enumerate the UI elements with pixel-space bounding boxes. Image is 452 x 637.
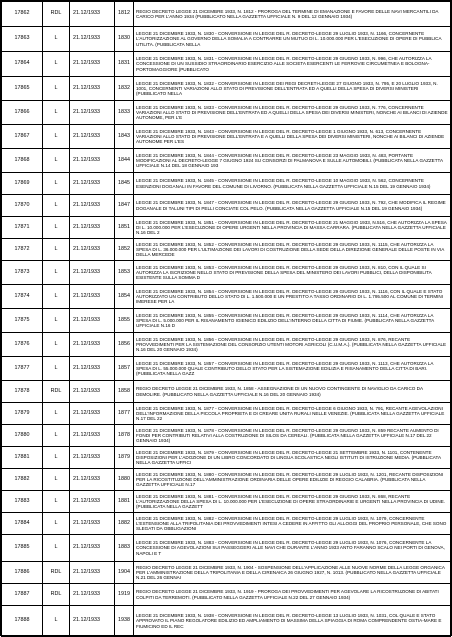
act-type: L bbox=[43, 513, 70, 535]
record-number: 17888 bbox=[2, 606, 43, 637]
act-description: LEGGE 21 DICEMBRE 1933, N. 1880 - CONVERSIONE IN LEGGE DEL R. DECRETO-LEGGE 29 LUGLIO 1933, N. 1201, RECANTE DISPOSIZIONI PER LA RICOSTITUZIONE DELL'AMMINISTRAZIONE ORDINARIA DELLE OPERE EDILIZIE DI REGGIO CALABRIA. (PUBBLICATA NELLA GAZZETTA UFFICIALE N.17 bbox=[134, 469, 451, 491]
act-date: 21.12/1933 bbox=[70, 584, 115, 606]
act-type: L bbox=[43, 535, 70, 562]
act-type: L bbox=[43, 606, 70, 637]
record-number: 17879 bbox=[2, 403, 43, 425]
act-number: 1845 bbox=[115, 173, 134, 195]
act-description: LEGGE 21 DICEMBRE 1933, N. 1878 - CONVERSIONE IN LEGGE DEL R. DECRETO-LEGGE 29 GIUGNO 1933, N. 859 RECANTE AUMENTO DI FONDI PER CONTRIBUTI RELATIVI ALLA COSTRUZIONE DI SILOS DA CEREALI. (PUBBLICATA NELLA GAZZETTA UFFICIALE N.17 DEL 22 GENNAIO 1934) bbox=[134, 425, 451, 447]
record-number: 17870 bbox=[2, 195, 43, 217]
act-type: L bbox=[43, 447, 70, 469]
table-row bbox=[2, 101, 451, 125]
act-description: REGIO DECRETO LEGGE 21 DICEMBRE 1933, N. 1919 - PROROGA DEI PROVVEDIMENTI PER AGEVOLARE LA RICOSTRUZIONE DI ABITATI COLPITI DA TERREMOTI. (PUBBLICATO NELLA GAZZETTA UFFICIALE N.22 DEL 27 GENNAIO 1934) bbox=[134, 584, 451, 606]
act-description: LEGGE 21 DICEMBRE 1933, N. 1854 - CONVERSIONE IN LEGGE DEL R. DECRETO-LEGGE 29 GIUGNO 1933, N. 1116, CON IL QUALE E STATO AUTORIZZATO UN CONTRIBUTO DELLO STATO DI L. 1.500.000 E UN PRESTITO A TASSO ORDINARIO DI L. 1.795.500 AL COMUNE DI TERMINI IMERESE PER LA bbox=[134, 285, 451, 309]
act-description: REGIO DECRETO LEGGE 21 DICEMBRE 1933, N. 1812 - PROROGA DEL TERMINE DI EMANAZIONE E FAVORE DELLE NAVI MERCANTILI DA CARICO PER L'ANNO 1934 (PUBBLICATO NELLA GAZZETTA UFFICIALE N. 9 DEL 12 GENNAIO 1934) bbox=[134, 2, 451, 27]
act-type: L bbox=[43, 52, 70, 77]
act-type: L bbox=[43, 285, 70, 309]
record-number: 17862 bbox=[2, 2, 43, 27]
act-type: L bbox=[43, 261, 70, 285]
record-number: 17865 bbox=[2, 77, 43, 101]
record-number: 17869 bbox=[2, 173, 43, 195]
act-type: L bbox=[43, 101, 70, 125]
act-type: L bbox=[43, 309, 70, 333]
act-date: 21.12/1933 bbox=[70, 491, 115, 513]
act-description: LEGGE 21 DICEMBRE 1933, N. 1832 - CONVERSIONE IN LEGGE DEI REGI DECRETI-LEGGE 27 GIUGNO 1933, N. 795, E 20 LUGLIO 1933, N. 1001, CONCERNENTI VARIAZIONI ALLO STATO DI PREVISIONE DELL'ENTRATA ED A QUELLI DELLA SPESA DI DIVERSI MINISTERI (PUBBLICATO NELLA bbox=[134, 77, 451, 101]
act-date: 21.12/1933 bbox=[70, 101, 115, 125]
register-table-body bbox=[2, 2, 451, 637]
act-number: 1919 bbox=[115, 584, 134, 606]
act-type: L bbox=[43, 333, 70, 357]
act-number: 1881 bbox=[115, 491, 134, 513]
record-number: 17883 bbox=[2, 491, 43, 513]
record-number: 17868 bbox=[2, 149, 43, 173]
record-number: 17886 bbox=[2, 562, 43, 584]
table-row bbox=[2, 425, 451, 447]
act-description: LEGGE 21 DICEMBRE 1933, N. 1831 - CONVERSIONE IN LEGGE DEL R. DECRETO-LEGGE 29 GIUGNO 1933, N. 996, CHE AUTORIZZA LA CONCESSIONE DI UN SUSSIDIO STRAORDINARIO ESERCIZIO ALLE SOCIETA ESERCENTI LE FERROVIE CIRCUMETNEA E BOLOGNA-PORTOMAGGIORE (PUBBLICATO bbox=[134, 52, 451, 77]
act-type: RDL bbox=[43, 584, 70, 606]
table-row bbox=[2, 491, 451, 513]
record-number: 17873 bbox=[2, 261, 43, 285]
act-date: 21.12/1933 bbox=[70, 403, 115, 425]
act-date: 21.12/1933 bbox=[70, 261, 115, 285]
act-description: LEGGE 21 DICEMBRE 1933, N. 1830 - CONVERSIONE IN LEGGE DEL R. DECRETO-LEGGE 29 LUGLIO 1933, N. 1166, CONCERNENTE L'AUTORIZZAZIONE AL GOVERNO DELLA SOMALIA A CONTRARRE UN MUTUO DI L. 10.000.000 PER L'ESECUZIONE DI OPERE DI PUBBLICA UTILITA. (PUBBLICATA NELLA bbox=[134, 27, 451, 52]
act-type: RDL bbox=[43, 2, 70, 27]
table-row bbox=[2, 149, 451, 173]
act-number: 1851 bbox=[115, 217, 134, 239]
act-description: LEGGE 21 DICEMBRE 1933, N. 1882 - CONVERSIONE IN LEGGE DEL R. DECRETO-LEGGE 29 LUGLIO 1933, N. 1079, CONCERNENTE L'ESTENSIONE ALLA TRIPOLITANIA DEI PROVVEDIMENTI INTESI A CEDERE IN AFFITTO GLI ALLOGGI DEL PROPRIO PERSONALE, CHE SONO SLEGATI DA OBBLIGAZIONI bbox=[134, 513, 451, 535]
record-number: 17878 bbox=[2, 381, 43, 403]
act-description: LEGGE 21 DICEMBRE 1933, N. 1844 - CONVERSIONE IN LEGGE DEL R. DECRETO-LEGGE 23 MAGGIO 1933, N. 483, PORTANTE MODIFICAZIONI AL DECRETO-LEGGE 7 GIUGNO 1924 SU CONSORZI DI PALMANOVA E SULLE AUTOMOBILI. (PUBBLICATA NELLA GAZZETTA UFFICIALE N.14 DEL 18 GENNAIO 193 bbox=[134, 149, 451, 173]
act-description: LEGGE 21 DICEMBRE 1933, N. 1847 - CONVERSIONE IN LEGGE DEL R. DECRETO-LEGGE 29 GIUGNO 1933, N. 792, CHE MODIFICA IL REGIME DOGANALE DI TALUNI TIPI DI PELLI CONCIATE COL PELO. (PUBBLICATA NELLA GAZZETTA UFFICIALE N.15 DEL 19 GENNAIO 1934) bbox=[134, 195, 451, 217]
act-type: L bbox=[43, 403, 70, 425]
act-type: L bbox=[43, 77, 70, 101]
act-type: RDL bbox=[43, 381, 70, 403]
act-type: L bbox=[43, 125, 70, 149]
act-description: LEGGE 21 DICEMBRE 1933, N. 1881 - CONVERSIONE IN LEGGE DEL R. DECRETO-LEGGE 29 GIUGNO 1933, N. 868, RECANTE L'AUTORIZZAZIONE DELLA SPESA DI L. 10.000.000 PER L'ESECUZIONE DI OPERE STRAORDINARIE E URGENTI NELLA PROVINCIA DI UDINE. (PUBBLICATA NELLA GAZZETT bbox=[134, 491, 451, 513]
act-date: 21.12/1933 bbox=[70, 195, 115, 217]
act-number: 1879 bbox=[115, 447, 134, 469]
act-date: 21.12/1933 bbox=[70, 381, 115, 403]
act-description: REGIO DECRETO LEGGE 21 DICEMBRE 1933, N. 1858 - ASSEGNAZIONE DI UN NUOVO CONTINGENTE DI NAVIGLIO DA CARICO DA DEMOLIRE. (PUBBLICATO NELLA GAZZETTA UFFICIALE N.16 DEL 20 GENNAIO 1934) bbox=[134, 381, 451, 403]
table-row bbox=[2, 562, 451, 584]
act-date: 21.12/1933 bbox=[70, 2, 115, 27]
act-number: 1877 bbox=[115, 403, 134, 425]
act-type: RDL bbox=[43, 562, 70, 584]
act-number: 1882 bbox=[115, 513, 134, 535]
table-row bbox=[2, 261, 451, 285]
record-number: 17877 bbox=[2, 357, 43, 381]
record-number: 17885 bbox=[2, 535, 43, 562]
table-row bbox=[2, 381, 451, 403]
act-type: L bbox=[43, 173, 70, 195]
record-number: 17875 bbox=[2, 309, 43, 333]
table-row bbox=[2, 469, 451, 491]
act-number: 1883 bbox=[115, 535, 134, 562]
table-row bbox=[2, 513, 451, 535]
act-number: 1854 bbox=[115, 285, 134, 309]
act-type: L bbox=[43, 469, 70, 491]
table-row bbox=[2, 447, 451, 469]
act-date: 21.12/1933 bbox=[70, 27, 115, 52]
act-date: 21.12/1933 bbox=[70, 52, 115, 77]
act-date: 21.12/1933 bbox=[70, 125, 115, 149]
table-row bbox=[2, 173, 451, 195]
table-row bbox=[2, 333, 451, 357]
table-row bbox=[2, 77, 451, 101]
table-row bbox=[2, 52, 451, 77]
record-number: 17874 bbox=[2, 285, 43, 309]
act-date: 21.12/1933 bbox=[70, 77, 115, 101]
act-number: 1832 bbox=[115, 77, 134, 101]
record-number: 17876 bbox=[2, 333, 43, 357]
act-date: 21.12/1933 bbox=[70, 173, 115, 195]
act-date: 21.12/1933 bbox=[70, 447, 115, 469]
table-row bbox=[2, 217, 451, 239]
record-number: 17887 bbox=[2, 584, 43, 606]
record-number: 17872 bbox=[2, 239, 43, 261]
act-type: L bbox=[43, 195, 70, 217]
act-description: LEGGE 21 DICEMBRE 1933, N. 1851 - CONVERSIONE IN LEGGE DEL R. DECRETO-LEGGE 21 MAGGIO 1933, N.516, CHE AUTORIZZA LA SPESA DI L. 10.000.000 PER L'ESECUZIONE DI OPERE URGENTI NELLA PROVINCIA DI MASSA CARRARA. (PUBBLICATA NELLA GAZZETTA UFFICIALE N.16 DEL 2 bbox=[134, 217, 451, 239]
act-number: 1830 bbox=[115, 27, 134, 52]
act-number: 1938 bbox=[115, 606, 134, 637]
act-type: L bbox=[43, 239, 70, 261]
act-number: 1880 bbox=[115, 469, 134, 491]
act-description: LEGGE 21 DICEMBRE 1933, N. 1843 - CONVERSIONE IN LEGGE DEL R. DECRETO-LEGGE 1 GIUGNO 1933, N. 613, CONCERNENTE VARIAZIONI ALLO STATO DI PREVISIONE DELL'ENTRATA E A QUELLI DELLA SPESA DEI DIVERSI MINISTERI, NONCHE AI BILANCI DI AZIENDE AUTONOME PER L'ES bbox=[134, 125, 451, 149]
table-row bbox=[2, 403, 451, 425]
act-number: 1844 bbox=[115, 149, 134, 173]
record-number: 17871 bbox=[2, 217, 43, 239]
act-date: 21.12/1933 bbox=[70, 285, 115, 309]
act-date: 21.12/1933 bbox=[70, 606, 115, 637]
table-row bbox=[2, 2, 451, 27]
table-row bbox=[2, 535, 451, 562]
act-date: 21.12/1933 bbox=[70, 535, 115, 562]
record-number: 17867 bbox=[2, 125, 43, 149]
act-description: LEGGE 21 DICEMBRE 1933, N. 1856 - CONVERSIONE IN LEGGE DEL R. DECRETO-LEGGE 29 GIUGNO 1933, N. 876, RECANTE PROVVEDIMENTI PER LA SISTEMAZIONE DEL CONSORZIO UTENTI MOTORI AGRICOLI (C.U.M.A.). (PUBBLICATA NELLA GAZZETTA UFFICIALE N.16 DEL 20 GENNAIO 1934) bbox=[134, 333, 451, 357]
act-type: L bbox=[43, 27, 70, 52]
record-number: 17882 bbox=[2, 469, 43, 491]
act-description: LEGGE 21 DICEMBRE 1933, N. 1853 - CONVERSIONE IN LEGGE DEL R. DECRETO-LEGGE 29 GIUGNO 1933, N. 810, CON IL QUALE SI AUTORIZZA LA ISCRIZIONE NELLO STATO DI PREVISIONE DELLA SPESA DEL MINISTERO DEI LAVORI PUBBLICI, DELLA DISPONIBILITA ESISTENTE SULLA SOMMA D bbox=[134, 261, 451, 285]
act-description: LEGGE 21 DICEMBRE 1933, N. 1833 - CONVERSIONE IN LEGGE DEL R. DECRETO-LEGGE 29 GIUGNO 1933, N. 776, CONCERNENTE VARIAZIONI ALLO STATO DI PREVISIONE DELL'ENTRATA ED A QUELLI DELLA SPESA DEI DIVERSI MINISTERI, NONCHE AI BILANCI DI AZIENDE AUTONOME, PER L'E bbox=[134, 101, 451, 125]
act-description: REGIO DECRETO LEGGE 21 DICEMBRE 1933, N. 1904 - SOSPENSIONE DELL'APPLICAZIONE ALLE NUOVE NORME DELLA LEGGE ORGANICA PER L'AMMINISTRAZIONE DELLA TRIPOLITANIA E DELLA CIRENAICA 26 GIUGNO 1927, N. 1013. (PUBBLICATO NELLA GAZZETTA UFFICIALE N.21 DEL 26 GENNAI bbox=[134, 562, 451, 584]
act-type: L bbox=[43, 491, 70, 513]
record-number: 17864 bbox=[2, 52, 43, 77]
act-number: 1856 bbox=[115, 333, 134, 357]
act-number: 1852 bbox=[115, 239, 134, 261]
table-row bbox=[2, 239, 451, 261]
act-number: 1878 bbox=[115, 425, 134, 447]
act-date: 21.12/1933 bbox=[70, 562, 115, 584]
act-date: 21.12/1933 bbox=[70, 513, 115, 535]
act-type: L bbox=[43, 217, 70, 239]
act-description: LEGGE 21 DICEMBRE 1933, N. 1855 - CONVERSIONE IN LEGGE DEL R. DECRETO-LEGGE 29 GIUGNO 1933, N. 1114, CHE AUTORIZZA LA SPESA DI L. 5.000.000 PER IL RISANAMENTO IGIENICO EDILIZIO DELL'INTERNO DELLA CITTA DI FIUME. (PUBBLICATA NELLA GAZZETTA UFFICIALE N.16 D bbox=[134, 309, 451, 333]
table-row bbox=[2, 195, 451, 217]
record-number: 17866 bbox=[2, 101, 43, 125]
act-date: 21.12/1933 bbox=[70, 239, 115, 261]
act-number: 1855 bbox=[115, 309, 134, 333]
act-description: LEGGE 21 DICEMBRE 1933, N. 1879 - CONVERSIONE IN LEGGE DEL R. DECRETO-LEGGE 21 SETTEMBRE 1933, N. 1101, CONTENENTE DISPOSIZIONI PER L'ADOZIONE DI UN LIBRO CONCORDATO DI LINGUA SCOLASTICA NEGLI ISTITUTI DI ISTRUZIONE MEDIA. (PUBBLICATA NELLA GAZZETTA UFFICI bbox=[134, 447, 451, 469]
record-number: 17881 bbox=[2, 447, 43, 469]
act-date: 21.12/1933 bbox=[70, 309, 115, 333]
table-row bbox=[2, 606, 451, 637]
act-number: 1831 bbox=[115, 52, 134, 77]
act-number: 1843 bbox=[115, 125, 134, 149]
act-number: 1858 bbox=[115, 381, 134, 403]
act-date: 21.12/1933 bbox=[70, 217, 115, 239]
act-number: 1853 bbox=[115, 261, 134, 285]
act-number: 1833 bbox=[115, 101, 134, 125]
act-date: 21.12/1933 bbox=[70, 149, 115, 173]
act-description: LEGGE 21 DICEMBRE 1933, N. 1845 - CONVERSIONE IN LEGGE DEL R. DECRETO-LEGGE 10 MAGGIO 1933, N. 562, CONCERNENTE ESENZIONI DOGANALI IN FAVORE DEL COMUNE DI LIVORNO. (PUBBLICATA NELLA GAZZETTA UFFICIALE N.15 DEL 19 GENNAIO 1934) bbox=[134, 173, 451, 195]
table-row bbox=[2, 285, 451, 309]
table-row bbox=[2, 27, 451, 52]
act-date: 21.12/1933 bbox=[70, 357, 115, 381]
act-number: 1904 bbox=[115, 562, 134, 584]
act-description: LEGGE 21 DICEMBRE 1933, N. 1877 - CONVERSIONE IN LEGGE DEL R. DECRETO-LEGGE 6 GIUGNO 1933, N. 791, RECANTE AGEVOLAZIONI DELL'INFORMAZIONE DELLA PICCOLA PROPRIETA E DI CREARE UNITA RURALI NELLE VENEZIE. (PUBBLICATA NELLA GAZZETTA UFFICIALE N.17 DEL 22 bbox=[134, 403, 451, 425]
legislation-register-table bbox=[1, 1, 451, 637]
act-date: 21.12/1933 bbox=[70, 425, 115, 447]
act-description: LEGGE 21 DICEMBRE 1933, N. 1857 - CONVERSIONE IN LEGGE DEL R. DECRETO-LEGGE 29 GIUGNO 1933, N. 1113, CHE AUTORIZZA LA SPESA DI L. 55.000.000 QUALE CONTRIBUTO DELLO STATO PER LA SISTEMAZIONE EDILIZIA E RISANAMENTO DELLA CITTA DI BARI. (PUBBLICATA NELLA GAZZ bbox=[134, 357, 451, 381]
table-row bbox=[2, 584, 451, 606]
table-row bbox=[2, 309, 451, 333]
act-number: 1857 bbox=[115, 357, 134, 381]
act-description: LEGGE 21 DICEMBRE 1933, N. 1938 - CONVERSIONE IN LEGGE DEL R. DECRETO-LEGGE 13 LUGLIO 1933, N. 1031, COL QUALE E STATO APPROVATO IL PIANO REGOLATORE EDILIZIO ED AMPLIAMENTO DI MASSIMA DELLA SPIAGGIA DI ROMA COMPRENDENTE OSTIA-MARE E FIUMICINO ED IL REC bbox=[134, 606, 451, 637]
act-type: L bbox=[43, 149, 70, 173]
table-row bbox=[2, 125, 451, 149]
act-description: LEGGE 21 DICEMBRE 1933, N. 1883 - CONVERSIONE IN LEGGE DEL R. DECRETO-LEGGE 29 LUGLIO 1933, N. 1076, CONCERNENTE LA CONCESSIONE DI AGEVOLAZIONI SUI PASSEGGERI ALLE NAVI CHE DURANTE L'ANNO 1933 ANTO FARANNO SCALO NEI PORTI DI GENOVA, NAPOLI E T bbox=[134, 535, 451, 562]
record-number: 17880 bbox=[2, 425, 43, 447]
record-number: 17863 bbox=[2, 27, 43, 52]
act-number: 1847 bbox=[115, 195, 134, 217]
act-type: L bbox=[43, 357, 70, 381]
record-number: 17884 bbox=[2, 513, 43, 535]
act-number: 1812 bbox=[115, 2, 134, 27]
table-row bbox=[2, 357, 451, 381]
act-type: L bbox=[43, 425, 70, 447]
act-date: 21.12/1933 bbox=[70, 469, 115, 491]
act-description: LEGGE 21 DICEMBRE 1933, N. 1852 - CONVERSIONE IN LEGGE DEL R. DECRETO-LEGGE 29 GIUGNO 1933, N. 1115, CHE AUTORIZZA LA SPESA DI L. 36.000.000 PER L'ULTIMAZIONE DEI LAVORI DI COSTRUZIONE DELLA SEDE DELLA DIREZIONE GENERALE DELLE POSTE IN VIA DELLA MERCEDE bbox=[134, 239, 451, 261]
act-date: 21.12/1933 bbox=[70, 333, 115, 357]
